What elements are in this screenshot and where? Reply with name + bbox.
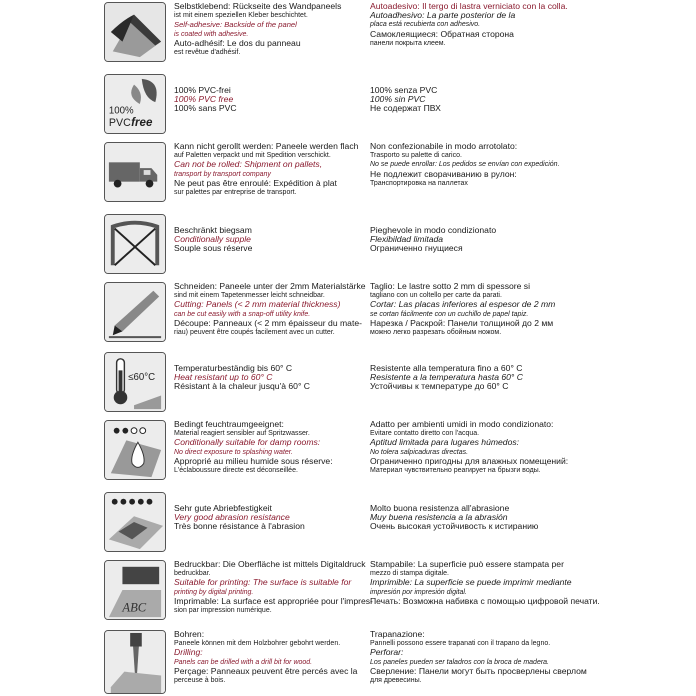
text-de: 100% PVC-frei <box>174 85 231 95</box>
text-it: Pieghevole in modo condizionato <box>370 225 497 235</box>
text-fr: Résistant à la chaleur jusqu'à 60° C <box>174 381 310 392</box>
text-fr: Très bonne résistance à l'abrasion <box>174 521 305 532</box>
text-ru-head: Самоклеящиеся: Обратная сторона <box>370 28 514 39</box>
text-fr: Souple sous réserve <box>174 243 253 254</box>
text-ru-head: Не подлежит сворачиванию в рулон: <box>370 168 517 179</box>
text-de-head: Bedingt feuchtraumgeeignet: <box>174 419 284 429</box>
svg-text:PVC: PVC <box>108 117 131 130</box>
text-ru-head: Нарезка / Раскрой: Панели толщиной до 2 мм <box>370 317 554 328</box>
text-de-head: Schneiden: Paneele unter der 2mm Materialstärke <box>174 281 366 291</box>
text-it-head: Stampabile: La superficie può essere stampata per <box>370 559 564 569</box>
svg-text:ABC: ABC <box>122 600 147 615</box>
text-en: 100% PVC free <box>174 94 234 105</box>
text-ru-head: Сверление: Панели могут быть просверлены сверлом <box>370 665 587 676</box>
text-es-head: Autoadhesivo: La parte posterior de la <box>370 10 516 21</box>
text-de: bedruckbar. <box>174 570 211 578</box>
pvc-free-leaf-icon <box>104 74 166 134</box>
text-en-head: Can not be rolled: Shipment on pallets, <box>174 159 323 170</box>
text-de-head: Selbstklebend: Rückseite des Wandpaneels <box>174 1 342 11</box>
text-it-head: Adatto per ambienti umidi in modo condizionato: <box>370 419 554 429</box>
text-fr: riau) peuvent être coupés facilement avec un cutter. <box>174 329 335 337</box>
text-ru-head: Ограниченно пригодны для влажных помещений: <box>370 455 569 466</box>
print-roller-icon <box>104 560 166 620</box>
text-de: Temperaturbeständig bis 60° C <box>174 363 293 373</box>
text-en-head: Cutting: Panels (< 2 mm material thickness) <box>174 299 341 310</box>
text-es: No se puede enrollar: Los pedidos se envían con expedición. <box>370 161 560 169</box>
text-es: No tolera salpicaduras directas. <box>370 448 469 456</box>
svg-text:free: free <box>131 116 153 130</box>
text-es-head: Cortar: Las placas inferiores al espesor de 2 mm <box>370 299 556 310</box>
svg-text:≤60°C: ≤60°C <box>128 372 156 384</box>
text-en: Very good abrasion resistance <box>174 512 290 523</box>
text-fr-head: Perçage: Panneaux peuvent être percés avec la <box>174 665 358 676</box>
text-es: placa está recubierta con adhesivo. <box>370 21 481 29</box>
text-fr-head: Ne peut pas être enroulé: Expédition à plat <box>174 177 337 188</box>
text-ru: Не содержат ПВХ <box>370 103 441 114</box>
text-it: mezzo di stampa digitale. <box>370 570 449 578</box>
drill-icon <box>104 630 166 694</box>
text-de: sind mit einem Tapetenmesser leicht schneidbar. <box>174 292 325 300</box>
text-en-head: Drilling: <box>174 647 203 658</box>
text-fr: perceuse à bois. <box>174 677 226 685</box>
text-de-head: Kann nicht gerollt werden: Paneele werden flach <box>174 141 359 151</box>
text-it-head: Non confezionabile in modo arrotolato: <box>370 141 518 151</box>
text-es: Muy buena resistencia a la abrasión <box>370 512 508 523</box>
text-it: tagliano con un coltello per carte da parati. <box>370 292 502 300</box>
utility-knife-icon <box>104 282 166 342</box>
text-ru: Устойчивы к температуре до 60° C <box>370 381 509 392</box>
adhesive-panel-icon <box>104 2 166 62</box>
text-fr: L'éclaboussure directe est déconseillée. <box>174 467 298 475</box>
text-es: impresión por impresión digital. <box>370 588 467 596</box>
svg-text:100%: 100% <box>108 105 134 117</box>
text-it-head: Trapanazione: <box>370 629 425 639</box>
text-it: 100% senza PVC <box>370 85 438 95</box>
thermometer-icon <box>104 352 166 412</box>
text-de: Beschränkt biegsam <box>174 225 252 235</box>
text-ru: панели покрыта клеем. <box>370 39 446 47</box>
text-ru: можно легко разрезать обойным ножом. <box>370 329 502 337</box>
bend-limited-icon <box>104 214 166 274</box>
text-en: can be cut easily with a snap-off utility knife. <box>174 310 311 318</box>
text-it: Evitare contatto diretto con l'acqua. <box>370 430 480 438</box>
text-de: Material reagiert sensibler auf Spritzwasser. <box>174 430 310 438</box>
text-fr-head: Auto-adhésif: Le dos du panneau <box>174 37 301 48</box>
delivery-truck-icon <box>104 142 166 202</box>
text-en: Conditionally supple <box>174 234 251 245</box>
text-es: 100% sin PVC <box>370 94 426 105</box>
text-de-head: Bedruckbar: Die Oberfläche ist mittels Digitaldruck <box>174 559 366 569</box>
text-fr-head: Approprié au milieu humide sous réserve: <box>174 455 333 466</box>
text-fr: est revêtue d'adhésif. <box>174 49 241 57</box>
text-de: Sehr gute Abriebfestigkeit <box>174 503 272 513</box>
text-es-head: Aptitud limitada para lugares húmedos: <box>370 437 520 448</box>
text-es: Resistente a la temperatura hasta 60° C <box>370 372 523 383</box>
text-fr: sion par impression numérique. <box>174 607 272 615</box>
text-en: transport by transport company <box>174 170 271 178</box>
text-fr-head: Découpe: Panneaux (< 2 mm épaisseur du mate- <box>174 317 362 328</box>
text-it: Molto buona resistenza all'abrasione <box>370 503 510 513</box>
text-it: Trasporto su palette di carico. <box>370 152 462 160</box>
text-en-head: Self-adhesive: Backside of the panel <box>174 20 297 30</box>
abrasion-sponge-icon <box>104 492 166 552</box>
text-de: auf Paletten verpackt und mit Spedition verschickt. <box>174 152 331 160</box>
text-ru: Очень высокая устойчивость к истиранию <box>370 521 539 532</box>
text-it: Autoadesivo: Il tergo di lastra verniciato con la colla. <box>370 1 568 11</box>
text-de: ist mit einem speziellen Kleber beschichtet. <box>174 12 308 20</box>
text-en: Panels can be drilled with a drill bit for wood. <box>174 658 313 666</box>
text-ru: Транспортировка на паллетах <box>370 179 468 187</box>
text-ru: Печать: Возможна набивка с помощью цифровой печати. <box>370 595 600 606</box>
text-es: se cortan fácilmente con un cuchillo de papel tapiz. <box>370 310 529 318</box>
text-it: Resistente alla temperatura fino a 60° C <box>370 363 523 373</box>
text-it: Pannelli possono essere trapanati con il trapano da legno. <box>370 640 551 648</box>
text-de: Paneele können mit dem Holzbohrer gebohrt werden. <box>174 640 341 648</box>
text-ru: для древесины. <box>370 677 422 685</box>
text-fr: 100% sans PVC <box>174 103 237 114</box>
water-drop-icon <box>104 420 166 480</box>
text-fr-head: Imprimable: La surface est appropriée pour l'impres- <box>174 595 373 606</box>
text-es: Flexibildad limitada <box>370 234 444 245</box>
text-en-head: Conditionally suitable for damp rooms: <box>174 437 321 448</box>
text-es-head: Imprimible: La superficie se puede imprimir mediante <box>370 577 572 588</box>
text-en: is coated with adhesive. <box>174 30 249 38</box>
text-de-head: Bohren: <box>174 629 205 639</box>
text-en: printing by digital printing. <box>174 588 254 596</box>
text-it-head: Taglio: Le lastre sotto 2 mm di spessore si <box>370 281 531 291</box>
text-ru: Материал чувствительно реагирует на брызги воды. <box>370 467 541 475</box>
text-es-head: Perforar: <box>370 647 404 658</box>
text-en: Heat resistant up to 60° C <box>174 372 273 383</box>
text-fr: sur palettes par entreprise de transport. <box>174 189 297 197</box>
text-ru: Ограниченно гнущиеся <box>370 243 463 254</box>
text-es: Los paneles pueden ser taladros con la broca de madera. <box>370 658 550 666</box>
text-en-head: Suitable for printing: The surface is suitable for <box>174 577 352 588</box>
text-en: No direct exposure to splashing water. <box>174 448 293 456</box>
